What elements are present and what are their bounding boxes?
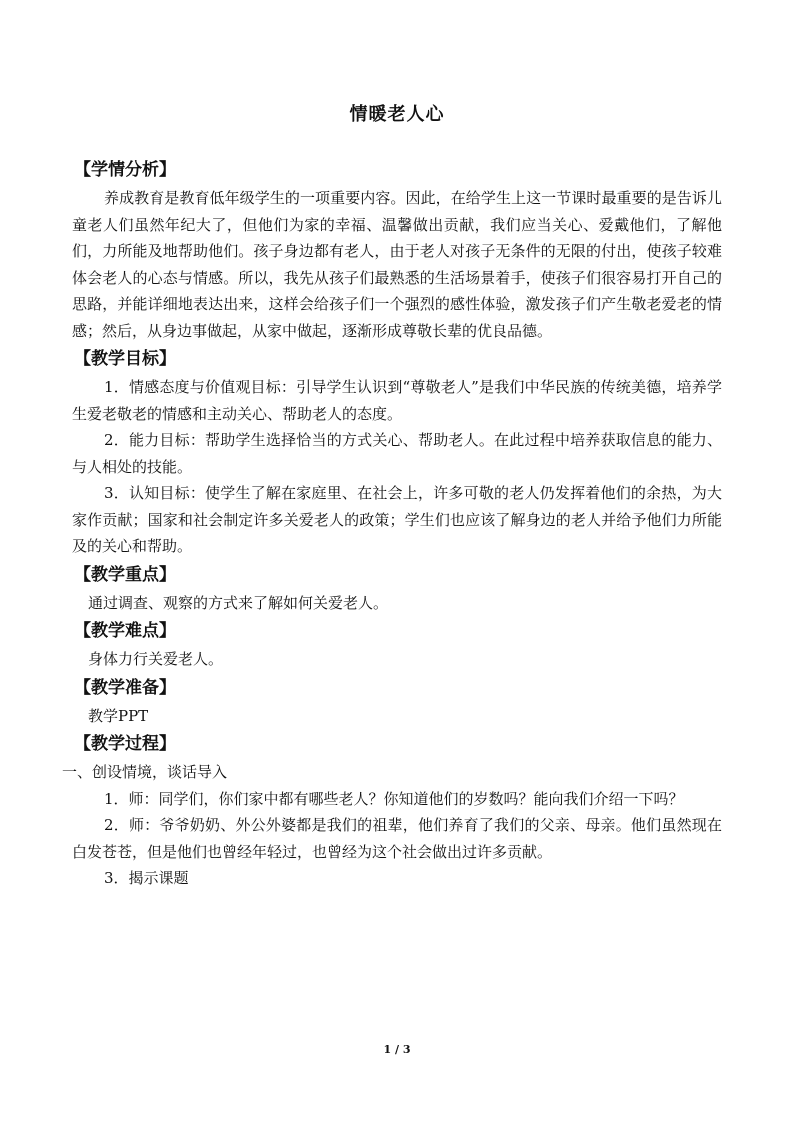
section-heading-goals: 【教学目标】	[74, 349, 176, 369]
process-text: 师：爷爷奶奶、外公外婆都是我们的祖辈，他们养育了我们的父亲、母亲。他们虽然现在白发苍苍，但是他们也曾经年轻过，也曾经为这个社会做出过许多贡献。	[72, 816, 722, 861]
goal-number: 2．	[104, 431, 129, 449]
document-body	[62, 155, 723, 892]
document-title: 情暖老人心	[349, 104, 445, 125]
difficulties-text: 身体力行关爱老人。	[88, 650, 224, 668]
process-item-3	[72, 865, 722, 892]
section-heading-preparation: 【教学准备】	[74, 677, 176, 698]
goal-text: 能力目标：帮助学生选择恰当的方式关心、帮助老人。在此过程中培养获取信息的能力、与人相处的技能。	[72, 431, 722, 476]
process-item-1	[72, 786, 722, 813]
section-heading-key-points: 【教学重点】	[74, 564, 176, 585]
section-heading-process: 【教学过程】	[74, 734, 176, 754]
goal-item-1	[72, 374, 722, 427]
process-number: 1．	[104, 789, 129, 808]
page-number-indicator: 1 / 3	[383, 1043, 411, 1056]
preparation-text: 教学PPT	[88, 706, 149, 725]
goal-text: 情感态度与价值观目标：引导学生认识到“尊敬老人”是我们中华民族的传统美德，培养学生爱老敬老的情感和主动关心、帮助老人的态度。	[72, 378, 723, 423]
goal-item-3	[72, 480, 722, 560]
goal-number: 1．	[104, 378, 129, 396]
process-number: 2．	[104, 816, 129, 834]
analysis-paragraph: 养成教育是教育低年级学生的一项重要内容。因此，在给学生上这一节课时最重要的是告诉儿童老人们虽然年纪大了，但他们为家的幸福、温馨做出贡献，我们应当关心、爱戴他们，了解他们，力所能及地帮助他们。孩子身边都有老人，由于老人对孩子无条件的无限的付出，使孩子较难体会老人的心态与情感。所以，我先从孩子们最熟悉的生活场景着手，使孩子们很容易打开自己的思路，并能详细地表达出来，这样会给孩子们一个强烈的感性体验，激发孩子们产生敬老爱老的情感；然后，从身边事做起，从家中做起，逐渐形成尊敬长辈的优良品德。	[72, 189, 722, 340]
process-part-title: 一、创设情境，谈话导入	[62, 763, 228, 781]
process-item-2	[72, 812, 722, 865]
process-text: 揭示课题	[128, 869, 189, 887]
goal-text: 认知目标：使学生了解在家庭里、在社会上，许多可敬的老人仍发挥着他们的余热，为大家作贡献；国家和社会制定许多关爱老人的政策；学生们也应该了解身边的老人并给予他们力所能及的关心和帮助。	[72, 484, 722, 555]
process-number: 3．	[104, 869, 129, 887]
section-heading-analysis: 【学情分析】	[74, 160, 176, 180]
section-heading-difficulties: 【教学难点】	[74, 621, 176, 641]
goal-number: 3．	[104, 484, 129, 502]
goal-item-2	[72, 427, 722, 480]
key-points-text: 通过调查、观察的方式来了解如何关爱老人。	[88, 593, 389, 612]
process-text: 师：同学们，你们家中都有哪些老人？你知道他们的岁数吗？能向我们介绍一下吗？	[128, 789, 684, 808]
